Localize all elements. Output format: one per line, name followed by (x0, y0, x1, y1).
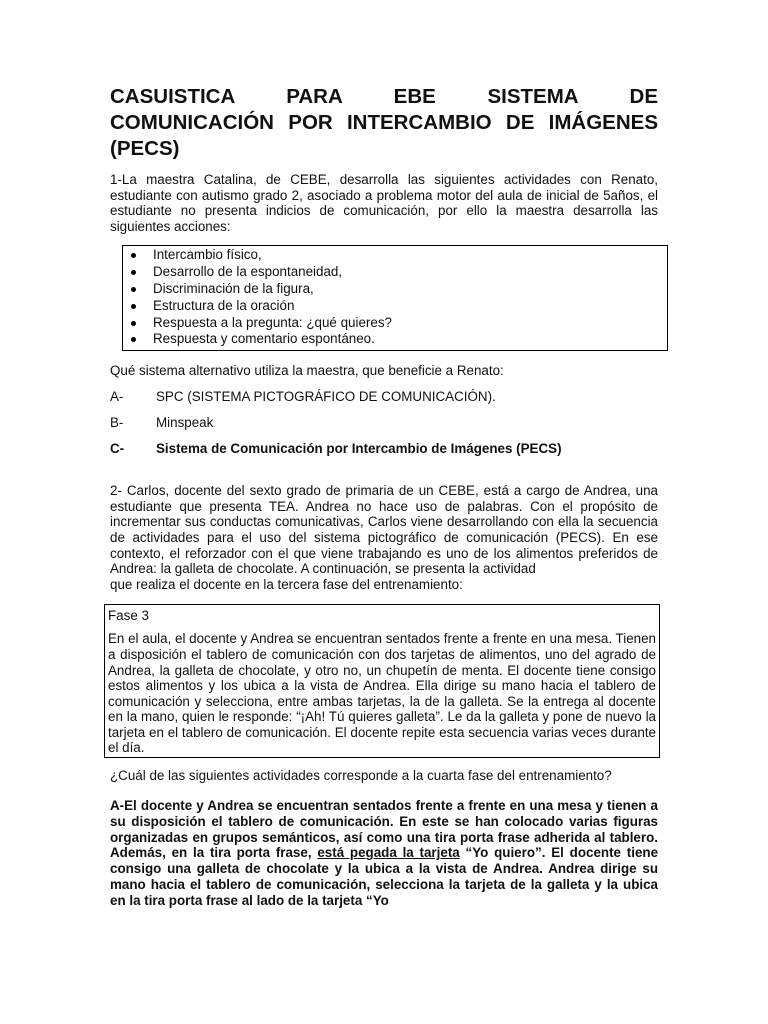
document-content (110, 84, 658, 909)
phase-text: En el aula, el docente y Andrea se encuentran sentados frente a frente en una mesa. Tienen a disposición el tablero de comunicación con dos tarjetas de alimentos, uno del agrado de Andrea, la galleta de chocolate, y otro no, un chupetín de menta. El docente tiene consigo estos alimentos y los ubica a la vista de Andrea. Ella dirige su mano hacia el tablero de comunicación y selecciona, entre ambas tarjetas, la de la galleta. Se la entrega al docente en la mano, quien le responde: “¡Ah! Tú quieres galleta”. Le da la galleta y pone de nuevo la tarjeta en el tablero de comunicación. El docente repite esta secuencia varias veces durante el día. (108, 631, 656, 756)
option-a (110, 389, 658, 405)
case2-intro-text: 2- Carlos, docente del sexto grado de primaria de un CEBE, está a cargo de Andrea, una estudiante que presenta TEA. Andrea no hace uso de palabras. Con el propósito de incrementar sus conductas comunicativas, Carlos viene desarrollando con ella la secuencia de actividades para el uso del sistema pictográfico de comunicación (PECS). En ese contexto, el reforzador con el que viene trabajando es uno de los alimentos preferidos de Andrea: la galleta de chocolate. A continuación, se presenta la actividad (110, 483, 658, 577)
action-item: Respuesta a la pregunta: ¿qué quieres? (129, 315, 667, 332)
action-item: Discriminación de la figura, (129, 281, 667, 298)
action-item: Estructura de la oración (129, 298, 667, 315)
answer-a-text-1: A-El docente y Andrea se encuentran sentados frente a frente en una mesa y tienen a su disposición el tablero de comunicación. En este se han colocado varias figuras organizadas en grupos semánticos, así como una tira porta frase adherida al tablero. Además, en la tira porta frase, (110, 798, 658, 861)
answer-a-underlined: está pegada la tarjeta (317, 845, 460, 861)
actions-box (122, 245, 668, 351)
option-text: SPC (SISTEMA PICTOGRÁFICO DE COMUNICACIÓN). (156, 389, 496, 405)
case1-intro: 1-La maestra Catalina, de CEBE, desarrolla las siguientes actividades con Renato, estudiante con autismo grado 2, asociado a problema motor del aula de inicial de 5años, el estudiante no presenta indicios de comunicación, por ello la maestra desarrolla las siguientes acciones: (110, 172, 658, 234)
answer-a-text-2: “Yo quiero”. El docente tiene consigo una galleta de chocolate y la ubica a la vista de Andrea. Andrea dirige su mano hacia el tablero de comunicación, selecciona la tarjeta de la galleta y la ubica en la tira porta frase al lado de la tarjeta “Yo (110, 845, 659, 908)
action-item: Desarrollo de la espontaneidad, (129, 264, 667, 281)
title-line-1: CASUISTICA PARA EBE SISTEMA DE (110, 85, 658, 108)
option-letter: B- (110, 415, 124, 431)
action-item: Intercambio físico, (129, 247, 667, 264)
option-text: Sistema de Comunicación por Intercambio de Imágenes (PECS) (156, 441, 562, 457)
phase3-box (104, 604, 660, 758)
option-letter: A- (110, 389, 124, 405)
option-letter: C- (110, 441, 125, 457)
option-b (110, 415, 658, 431)
phase-label: Fase 3 (108, 608, 149, 624)
case2-question: ¿Cuál de las siguientes actividades corresponde a la cuarta fase del entrenamiento? (110, 768, 612, 784)
option-c (110, 441, 658, 457)
case2-intro-tail: que realiza el docente en la tercera fase del entrenamiento: (110, 576, 463, 592)
answer-a (110, 798, 658, 909)
document-title (110, 84, 658, 162)
case1-question: Qué sistema alternativo utiliza la maestra, que beneficie a Renato: (110, 363, 504, 379)
action-item: Respuesta y comentario espontáneo. (129, 331, 667, 348)
title-line-2: COMUNICACIÓN POR INTERCAMBIO DE IMÁGENES (PECS) (110, 111, 658, 160)
case2-intro (110, 483, 658, 592)
option-text: Minspeak (156, 415, 214, 431)
